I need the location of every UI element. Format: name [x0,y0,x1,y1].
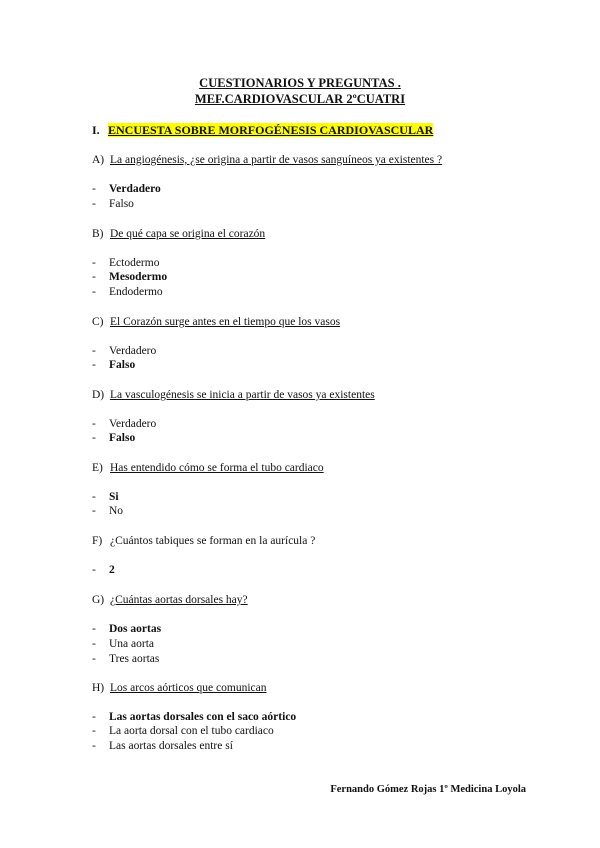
section-number: I. [92,123,100,137]
bullet-dash: - [92,257,96,269]
bullet-dash: - [92,418,96,430]
bullet-dash: - [92,491,96,503]
title-line-2: MEF.CARDIOVASCULAR 2ºCUATRI [194,92,406,106]
answer-option-correct [92,271,167,283]
answer-option [92,638,154,650]
bullet-dash: - [92,740,96,752]
bullet-dash: - [92,711,96,723]
question-text: ¿Cuántas aortas dorsales hay? [110,594,248,606]
bullet-dash: - [92,638,96,650]
option-text: Falso [109,359,136,371]
bullet-dash: - [92,653,96,665]
answer-option-correct [92,711,296,723]
section-heading [92,123,433,138]
option-text: Tres aortas [109,653,160,665]
question-text: La vasculogénesis se inicia a partir de vasos ya existentes [110,389,375,401]
answer-option [92,725,274,737]
bullet-dash: - [92,623,96,635]
answer-option [92,740,233,752]
answer-option-correct [92,623,161,635]
bullet-dash: - [92,725,96,737]
answer-option-correct [92,564,115,576]
option-text: Las aortas dorsales entre sí [109,740,233,752]
option-text: La aorta dorsal con el tubo cardiaco [109,725,274,737]
bullet-dash: - [92,271,96,283]
question-text: De qué capa se origina el corazón [110,228,266,240]
answer-option-correct [92,432,135,444]
footer-author: Fernando Gómez Rojas 1º Medicina Loyola [330,784,526,795]
bullet-dash: - [92,564,96,576]
question [92,389,375,401]
answer-option [92,257,159,269]
bullet-dash: - [92,183,96,195]
option-text: 2 [109,564,115,576]
answer-option [92,345,156,357]
option-text: No [109,505,124,517]
question-letter: A) [92,154,105,166]
option-text: Dos aortas [109,623,162,635]
option-text: Endodermo [109,286,163,298]
bullet-dash: - [92,345,96,357]
question-text: Los arcos aórticos que comunican [110,682,267,694]
bullet-dash: - [92,359,96,371]
question [92,462,324,474]
question-letter: C) [92,316,104,328]
question [92,535,315,547]
answer-option-correct [92,183,161,195]
option-text: Falso [109,432,136,444]
bullet-dash: - [92,505,96,517]
option-text: Mesodermo [109,271,168,283]
bullet-dash: - [92,432,96,444]
answer-option [92,505,123,517]
question [92,316,340,328]
option-text: Las aortas dorsales con el saco aórtico [109,711,297,723]
answer-option [92,418,156,430]
answer-option [92,198,134,210]
question-text: El Corazón surge antes en el tiempo que los vasos [110,316,341,328]
answer-option-correct [92,491,119,503]
section-title: ENCUESTA SOBRE MORFOGÉNESIS CARDIOVASCULAR [108,123,434,137]
question [92,154,442,166]
title-line-1: CUESTIONARIOS Y PREGUNTAS . [199,76,401,90]
option-text: Ectodermo [109,257,160,269]
question [92,228,265,240]
option-text: Verdadero [109,418,157,430]
question-letter: B) [92,228,104,240]
option-text: Falso [109,198,134,210]
answer-option-correct [92,359,135,371]
question-letter: E) [92,462,103,474]
bullet-dash: - [92,198,96,210]
option-text: Verdadero [109,183,161,195]
option-text: Verdadero [109,345,157,357]
question-text: La angiogénesis, ¿se origina a partir de vasos sanguíneos ya existentes ? [110,154,443,166]
question-text: Has entendido cómo se forma el tubo cardiaco [110,462,324,474]
question [92,682,266,694]
question [92,594,248,606]
answer-option [92,653,159,665]
question-text: ¿Cuántos tabiques se forman en la aurícula ? [110,535,316,547]
question-letter: D) [92,389,105,401]
question-letter: F) [92,535,103,547]
question-letter: H) [92,682,105,694]
option-text: Una aorta [109,638,155,650]
answer-option [92,286,163,298]
bullet-dash: - [92,286,96,298]
question-letter: G) [92,594,105,606]
option-text: Si [109,491,119,503]
